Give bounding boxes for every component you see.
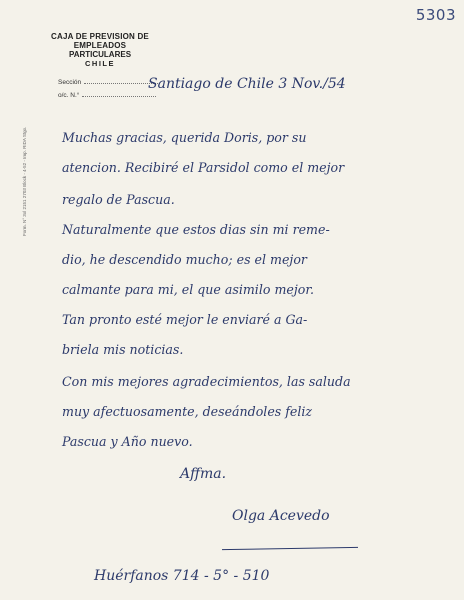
signature-underline (222, 547, 358, 550)
ref-dots (82, 96, 156, 97)
archive-number: 5303 (415, 6, 456, 24)
body-line-1: Muchas gracias, querida Doris, por su (62, 130, 307, 145)
letterhead-line-2: PARTICULARES (68, 50, 132, 59)
body-line-6: calmante para mi, el que asimilo mejor. (62, 282, 314, 297)
section-label: Sección (58, 79, 82, 86)
body-line-11: Pascua y Año nuevo. (62, 434, 193, 449)
footer-address: Huérfanos 714 - 5° - 510 (94, 568, 270, 584)
letterhead-line-1: CAJA DE PREVISION DE EMPLEADOS (51, 32, 149, 50)
printer-side-note: Form. N° 3ol 2151 2703 Block - 4-52 - Imp. RIDA Stgo. (22, 126, 27, 236)
body-line-4: Naturalmente que estos dias sin mi reme- (62, 222, 330, 237)
body-line-10: muy afectuosamente, deseándoles feliz (62, 404, 313, 419)
date-line: Santiago de Chile 3 Nov./54 (148, 76, 346, 92)
section-field (58, 79, 158, 86)
letterhead-line-3: CHILE (85, 59, 115, 68)
body-line-8: briela mis noticias. (62, 342, 184, 357)
signature: Olga Acevedo (232, 508, 330, 524)
closing: Affma. (180, 466, 227, 482)
body-line-3: regalo de Pascua. (62, 192, 175, 207)
body-line-9: Con mis mejores agradecimientos, las saluda (62, 374, 351, 389)
body-line-7: Tan pronto esté mejor le enviaré a Ga- (62, 312, 308, 327)
body-line-2: atencion. Recibiré el Parsidol como el mejor (62, 160, 345, 175)
body-line-5: dio, he descendido mucho; es el mejor (62, 252, 307, 267)
letterhead (30, 32, 170, 68)
ref-field (58, 92, 156, 99)
ref-label: o/c. N.° (58, 92, 80, 99)
